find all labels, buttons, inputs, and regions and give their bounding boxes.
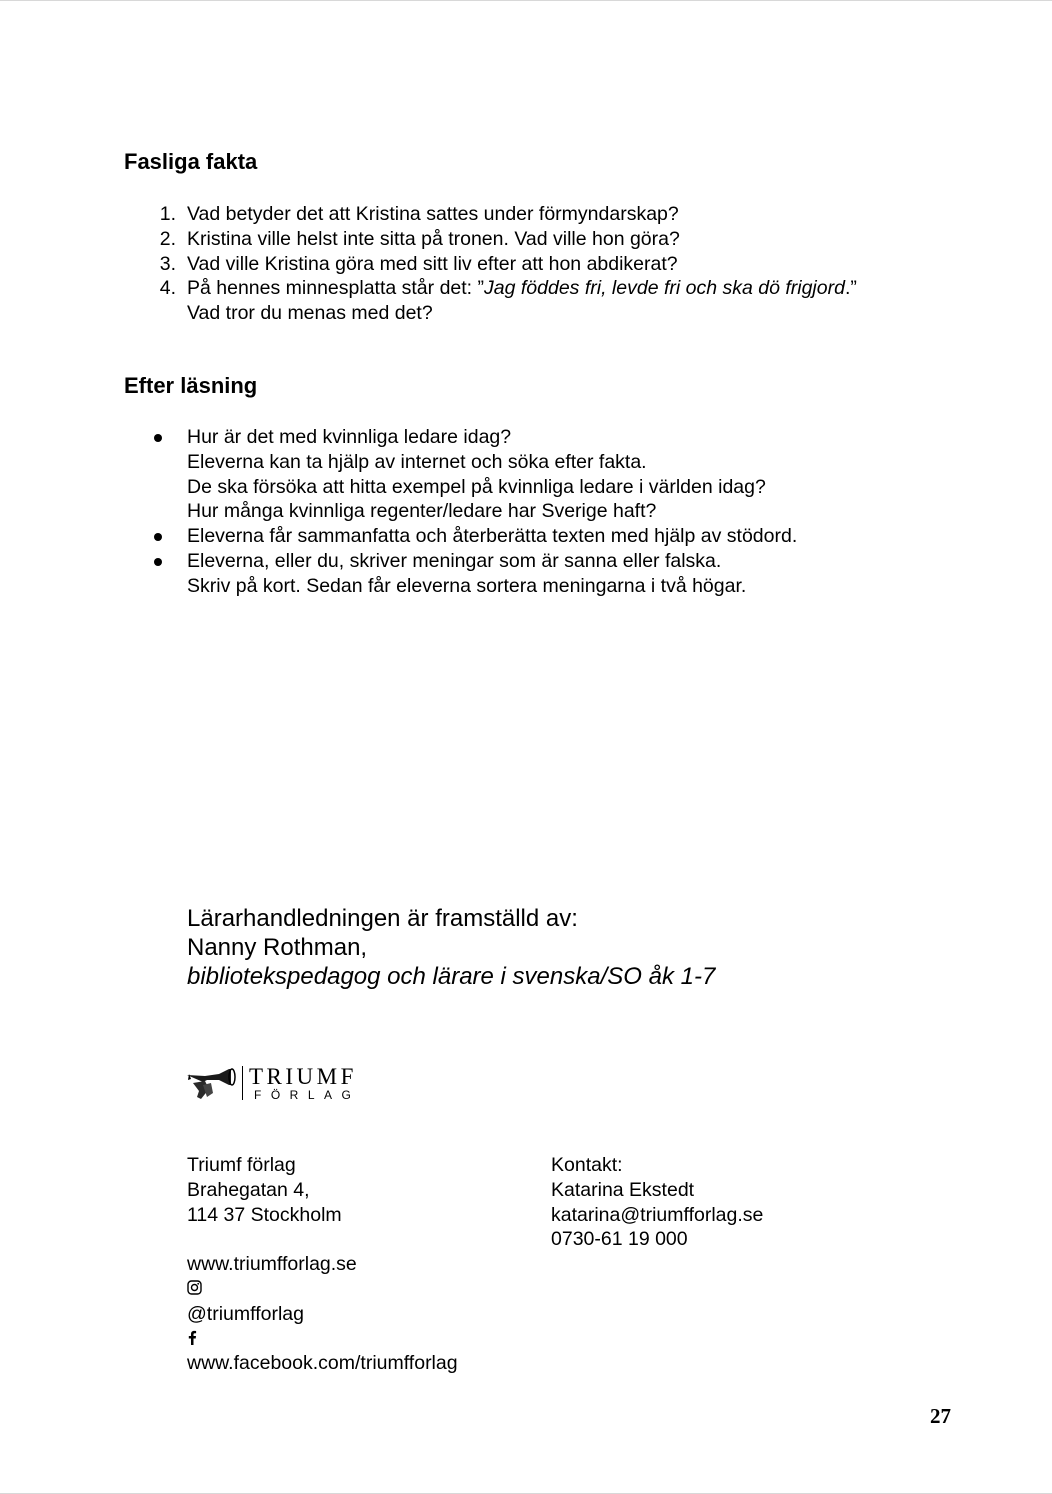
page-number: 27: [930, 1404, 951, 1428]
list-item: [150, 276, 970, 326]
list-item-text: Skriv på kort. Sedan får eleverna sortera meningarna i två högar.: [187, 574, 747, 597]
facebook-row[interactable]: [187, 1327, 458, 1377]
list-item-text: Hur många kvinnliga regenter/ledare har Sverige haft?: [187, 500, 657, 523]
publisher-address: [187, 1153, 458, 1376]
list-number: 3.: [159, 252, 176, 275]
section-heading-efter-lasning: Efter läsning: [124, 373, 258, 398]
contact-phone: 0730-61 19 000: [551, 1228, 688, 1251]
spacer: [187, 1227, 458, 1252]
publisher-street: Brahegatan 4,: [187, 1178, 310, 1201]
list-item-text: Eleverna får sammanfatta och återberätta texten med hjälp av stödord.: [187, 525, 798, 548]
list-item-text: Vad tror du menas med det?: [187, 302, 433, 325]
logo-divider: [242, 1066, 243, 1100]
section-heading-fasliga-fakta: Fasliga fakta: [124, 149, 258, 174]
list-item-text: Eleverna, eller du, skriver meningar som är sanna eller falska.: [187, 549, 722, 572]
list-item-text: Eleverna kan ta hjälp av internet och söka efter fakta.: [187, 450, 647, 473]
list-number: 1.: [159, 203, 176, 225]
list-item-text: Hur är det med kvinnliga ledare idag?: [187, 426, 512, 448]
author-name: Nanny Rothman,: [187, 934, 368, 961]
quote-text: Jag föddes fri, levde fri och ska dö frigjord: [484, 277, 845, 300]
bullet-icon: [154, 558, 162, 566]
contact-name: Katarina Ekstedt: [551, 1178, 695, 1201]
trumpet-icon: [185, 1063, 237, 1103]
facebook-url: www.facebook.com/triumfforlag: [187, 1352, 458, 1375]
logo-wordmark: TRIUMF: [249, 1064, 357, 1089]
list-item: [150, 425, 970, 524]
credits-block: [187, 904, 715, 991]
author-role: bibliotekspedagog och lärare i svenska/SO åk 1-7: [187, 963, 716, 990]
contact-label: Kontakt:: [551, 1154, 623, 1176]
instagram-handle: @triumfforlag: [187, 1302, 304, 1325]
list-item-text: Kristina ville helst inte sitta på tronen. Vad ville hon göra?: [187, 227, 680, 250]
triumf-logo: [185, 1063, 385, 1107]
bullet-icon: [154, 533, 162, 541]
list-item-text: De ska försöka att hitta exempel på kvinnliga ledare i världen idag?: [187, 475, 766, 498]
list-item: [150, 549, 970, 599]
list-number: 2.: [159, 227, 176, 250]
list-item-line: [187, 276, 970, 301]
bullet-list: [150, 425, 970, 599]
instagram-icon: [187, 1277, 205, 1302]
list-item-text: Vad betyder det att Kristina sattes under förmyndarskap?: [187, 203, 679, 225]
list-item: [150, 227, 970, 252]
list-number: 4.: [159, 277, 176, 300]
instagram-row[interactable]: [187, 1277, 458, 1327]
question-list: [150, 202, 970, 326]
list-item-text: Vad ville Kristina göra med sitt liv efter att hon abdikerat?: [187, 252, 678, 275]
publisher-city: 114 37 Stockholm: [187, 1203, 342, 1226]
contact-email[interactable]: katarina@triumfforlag.se: [551, 1203, 764, 1226]
contact-block: [551, 1153, 763, 1252]
list-item-text: .”: [844, 277, 857, 300]
bullet-icon: [154, 434, 162, 442]
credits-intro: Lärarhandledningen är framställd av:: [187, 905, 578, 932]
publisher-name: Triumf förlag: [187, 1154, 296, 1176]
list-item: [150, 252, 970, 277]
list-item-text: På hennes minnesplatta står det: ”: [187, 277, 485, 300]
facebook-icon: [187, 1327, 205, 1352]
logo-subtitle: FÖRLAG: [254, 1088, 361, 1102]
publisher-website[interactable]: www.triumfforlag.se: [187, 1253, 357, 1276]
list-item: [150, 524, 970, 549]
list-item: [150, 202, 970, 227]
